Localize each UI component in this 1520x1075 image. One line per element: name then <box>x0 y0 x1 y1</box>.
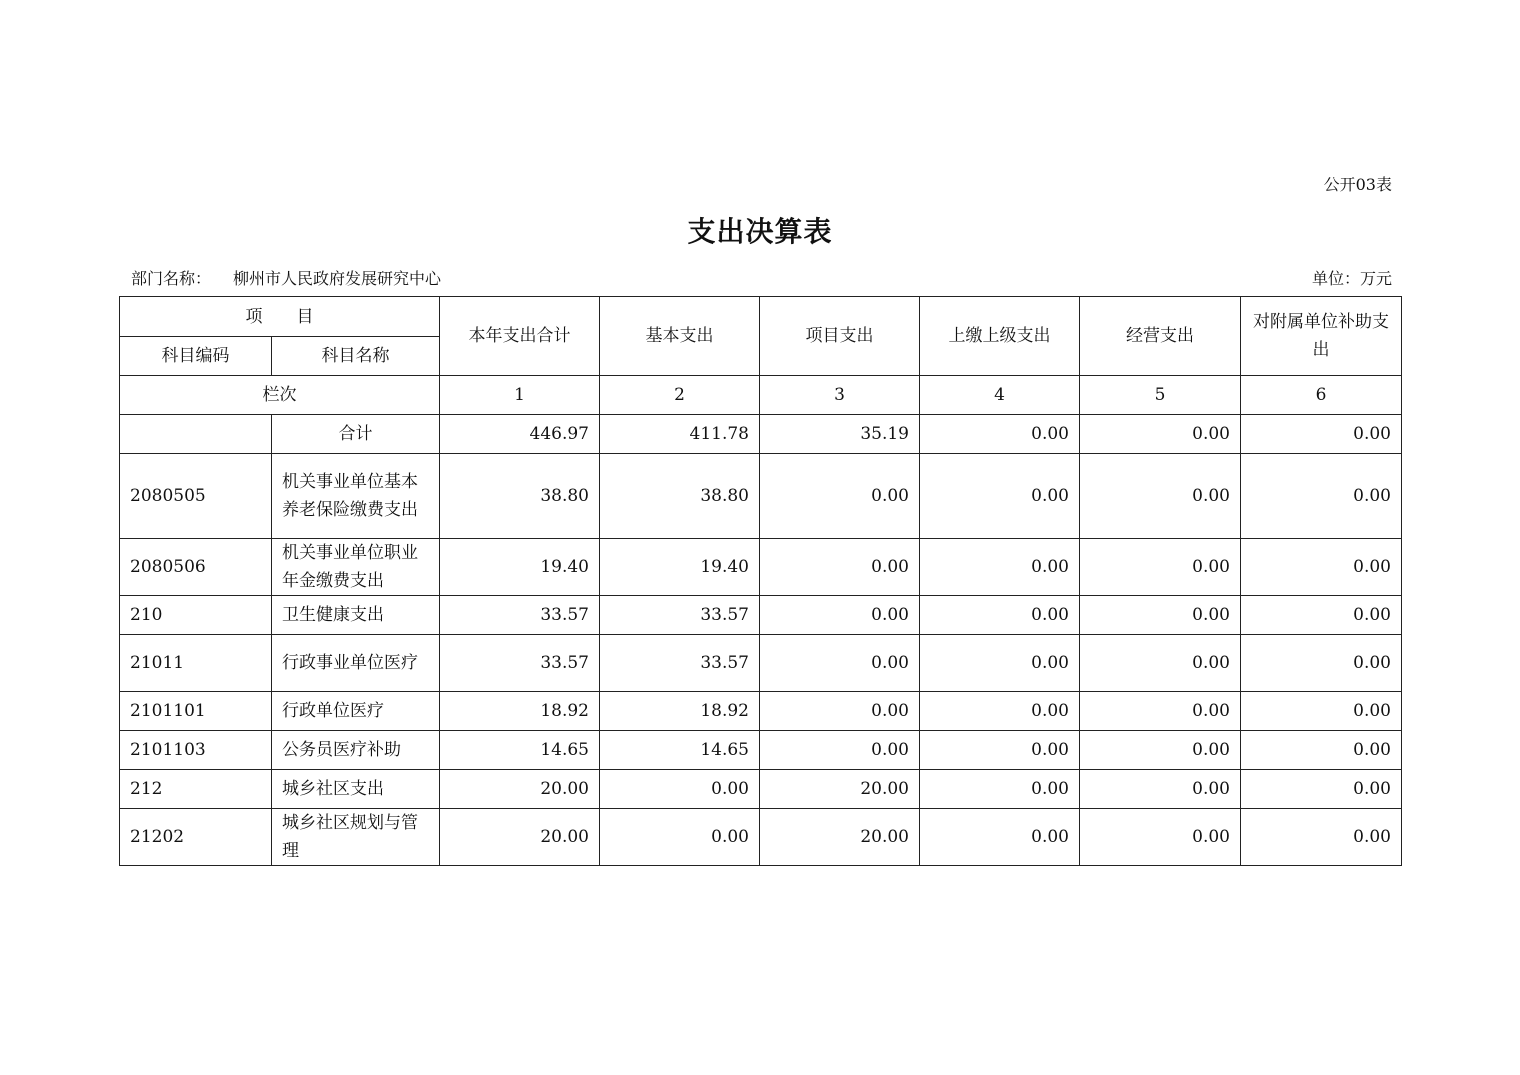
total-value: 35.19 <box>760 415 920 454</box>
col-index: 3 <box>760 376 920 415</box>
cell-value: 0.00 <box>760 731 920 770</box>
cell-value: 0.00 <box>920 454 1080 539</box>
subject-name: 城乡社区支出 <box>272 770 440 809</box>
cell-value: 0.00 <box>600 809 760 866</box>
cell-value: 18.92 <box>440 692 600 731</box>
col-index: 4 <box>920 376 1080 415</box>
cell-value: 0.00 <box>1080 692 1241 731</box>
col-index: 6 <box>1241 376 1402 415</box>
cell-value: 0.00 <box>1241 539 1402 596</box>
subject-code: 2101103 <box>120 731 272 770</box>
cell-value: 0.00 <box>920 596 1080 635</box>
row-index-label: 栏次 <box>120 376 440 415</box>
subject-code: 210 <box>120 596 272 635</box>
total-value: 446.97 <box>440 415 600 454</box>
header-col6: 对附属单位补助支出 <box>1241 297 1402 376</box>
cell-value: 0.00 <box>760 539 920 596</box>
cell-value: 0.00 <box>1241 635 1402 692</box>
cell-value: 33.57 <box>440 596 600 635</box>
cell-value: 0.00 <box>1241 731 1402 770</box>
cell-value: 0.00 <box>1080 731 1241 770</box>
cell-value: 0.00 <box>760 692 920 731</box>
subject-name: 行政单位医疗 <box>272 692 440 731</box>
header-col3: 项目支出 <box>760 297 920 376</box>
cell-value: 0.00 <box>760 635 920 692</box>
table-row <box>120 809 1402 866</box>
cell-value: 0.00 <box>920 539 1080 596</box>
cell-value: 19.40 <box>600 539 760 596</box>
subject-code: 21011 <box>120 635 272 692</box>
cell-value: 33.57 <box>600 635 760 692</box>
total-code-cell <box>120 415 272 454</box>
cell-value: 20.00 <box>760 770 920 809</box>
cell-value: 0.00 <box>1080 809 1241 866</box>
subject-name: 机关事业单位基本养老保险缴费支出 <box>272 454 440 539</box>
cell-value: 0.00 <box>920 809 1080 866</box>
total-value: 0.00 <box>1080 415 1241 454</box>
cell-value: 0.00 <box>1080 635 1241 692</box>
total-value: 0.00 <box>920 415 1080 454</box>
cell-value: 0.00 <box>760 454 920 539</box>
table-row <box>120 692 1402 731</box>
subject-name: 公务员医疗补助 <box>272 731 440 770</box>
col-index: 1 <box>440 376 600 415</box>
table-row <box>120 539 1402 596</box>
header-col1: 本年支出合计 <box>440 297 600 376</box>
cell-value: 0.00 <box>920 770 1080 809</box>
cell-value: 0.00 <box>1080 539 1241 596</box>
header-item: 项 目 <box>120 297 440 337</box>
col-index: 5 <box>1080 376 1241 415</box>
header-col2: 基本支出 <box>600 297 760 376</box>
cell-value: 0.00 <box>1080 454 1241 539</box>
table-row <box>120 770 1402 809</box>
cell-value: 20.00 <box>440 809 600 866</box>
cell-value: 0.00 <box>920 731 1080 770</box>
table-row <box>120 635 1402 692</box>
page-title: 支出决算表 <box>687 215 833 248</box>
column-index-row <box>120 376 1402 415</box>
header-col5: 经营支出 <box>1080 297 1241 376</box>
cell-value: 0.00 <box>600 770 760 809</box>
cell-value: 0.00 <box>1241 809 1402 866</box>
cell-value: 0.00 <box>760 596 920 635</box>
subject-name: 行政事业单位医疗 <box>272 635 440 692</box>
cell-value: 38.80 <box>600 454 760 539</box>
cell-value: 38.80 <box>440 454 600 539</box>
header-name: 科目名称 <box>272 337 440 376</box>
header-col4: 上缴上级支出 <box>920 297 1080 376</box>
cell-value: 18.92 <box>600 692 760 731</box>
subject-name: 卫生健康支出 <box>272 596 440 635</box>
header-code: 科目编码 <box>120 337 272 376</box>
subject-code: 2101101 <box>120 692 272 731</box>
unit-label: 单位：万元 <box>1311 269 1392 288</box>
cell-value: 0.00 <box>1241 596 1402 635</box>
cell-value: 20.00 <box>440 770 600 809</box>
subject-name: 机关事业单位职业年金缴费支出 <box>272 539 440 596</box>
cell-value: 0.00 <box>1241 454 1402 539</box>
cell-value: 33.57 <box>440 635 600 692</box>
table-row <box>120 454 1402 539</box>
header-row-1 <box>120 297 1402 337</box>
table-row <box>120 596 1402 635</box>
form-number: 公开03表 <box>1323 175 1392 194</box>
total-label: 合计 <box>272 415 440 454</box>
total-value: 411.78 <box>600 415 760 454</box>
subject-name: 城乡社区规划与管理 <box>272 809 440 866</box>
cell-value: 19.40 <box>440 539 600 596</box>
cell-value: 33.57 <box>600 596 760 635</box>
cell-value: 0.00 <box>1241 692 1402 731</box>
cell-value: 0.00 <box>1080 770 1241 809</box>
table-row <box>120 731 1402 770</box>
cell-value: 0.00 <box>920 692 1080 731</box>
total-row <box>120 415 1402 454</box>
cell-value: 14.65 <box>600 731 760 770</box>
department-line <box>131 266 441 289</box>
subject-code: 212 <box>120 770 272 809</box>
cell-value: 0.00 <box>920 635 1080 692</box>
subject-code: 2080506 <box>120 539 272 596</box>
expenditure-table <box>119 296 1402 866</box>
total-value: 0.00 <box>1241 415 1402 454</box>
cell-value: 0.00 <box>1241 770 1402 809</box>
subject-code: 21202 <box>120 809 272 866</box>
department-label: 部门名称： <box>131 269 212 288</box>
col-index: 2 <box>600 376 760 415</box>
department-name: 柳州市人民政府发展研究中心 <box>233 269 442 288</box>
subject-code: 2080505 <box>120 454 272 539</box>
cell-value: 14.65 <box>440 731 600 770</box>
cell-value: 0.00 <box>1080 596 1241 635</box>
cell-value: 20.00 <box>760 809 920 866</box>
